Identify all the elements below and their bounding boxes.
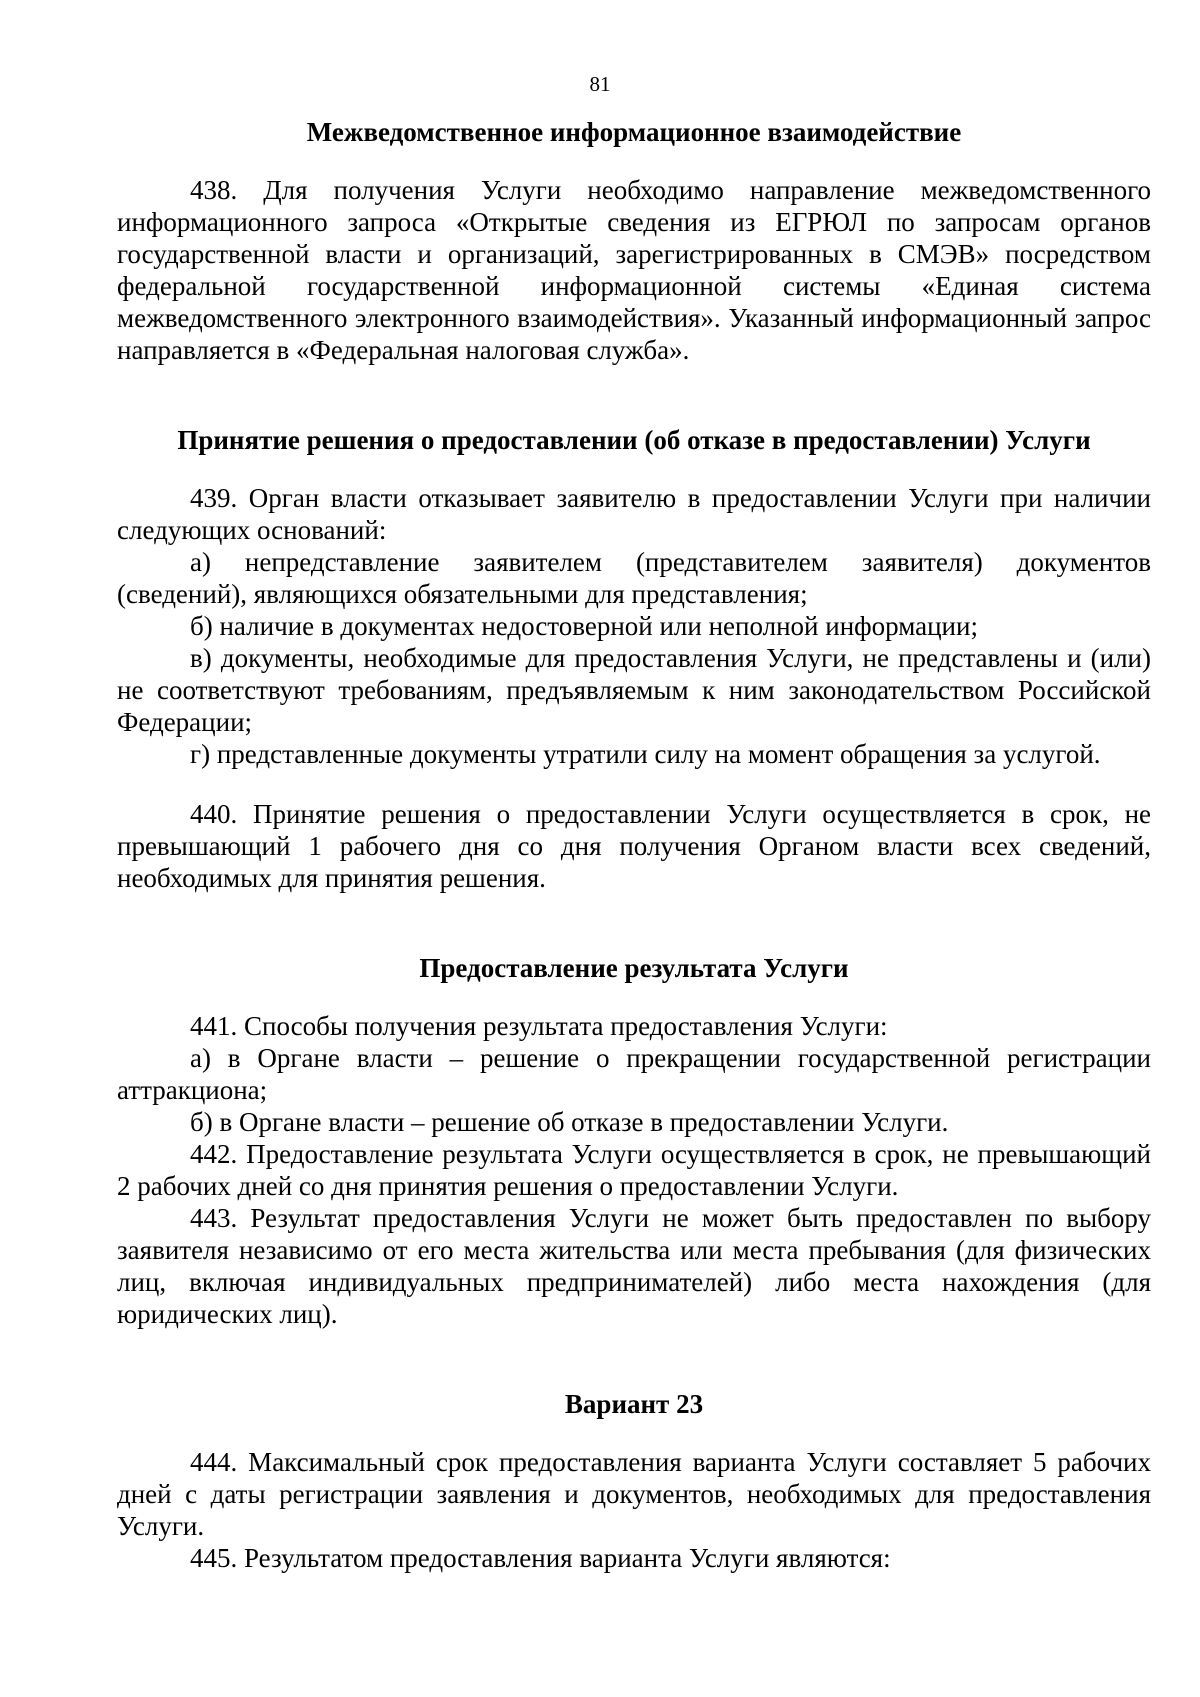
paragraph-439-d: г) представленные документы утратили силу на момент обращения за услугой. [190, 739, 1101, 769]
paragraph-444: 444. Максимальный срок предоставления варианта Услуги составляет 5 рабочих дней с даты регистрации заявления и документов, необходимых для предоставления Услуги. [117, 1447, 1151, 1541]
spacer [117, 456, 1151, 482]
paragraph-439-c: в) документы, необходимые для предоставления Услуги, не представлены и (или) не соответствуют требованиям, предъявляемым к ним законодательством Российской Федерации; [117, 643, 1151, 737]
paragraph-442: 442. Предоставление результата Услуги осуществляется в срок, не превышающий 2 рабочих дней со дня принятия решения о предоставлении Услуги. [117, 1139, 1151, 1201]
spacer [117, 770, 1151, 798]
paragraph-438: 438. Для получения Услуги необходимо направление межведомственного информационного запроса «Открытые сведения из ЕГРЮЛ по запросам органов государственной власти и организаций, зарегистрированных в СМЭВ» посредством федеральной государственной информационной системы «Единая система межведомственного электронного взаимодействия». Указанный информационный запрос направляется в «Федеральная налоговая служба». [117, 175, 1151, 365]
paragraph-441: 441. Способы получения результата предоставления Услуги: [190, 1011, 888, 1041]
paragraph-441-b: б) в Органе власти – решение об отказе в предоставлении Услуги. [190, 1107, 949, 1137]
spacer [117, 366, 1151, 424]
spacer [117, 894, 1151, 952]
paragraph-445: 445. Результатом предоставления варианта Услуги являются: [190, 1543, 891, 1573]
spacer [117, 1330, 1151, 1388]
section-title-decision: Принятие решения о предоставлении (об отказе в предоставлении) Услуги [177, 425, 1091, 455]
paragraph-439-b: б) наличие в документах недостоверной или неполной информации; [190, 611, 978, 641]
page-number: 81 [589, 72, 611, 96]
paragraph-440: 440. Принятие решения о предоставлении Услуги осуществляется в срок, не превышающий 1 рабочего дня со дня получения Органом власти всех сведений, необходимых для принятия решения. [117, 799, 1151, 893]
spacer [117, 984, 1151, 1010]
paragraph-441-a: а) в Органе власти – решение о прекращении государственной регистрации аттракциона; [117, 1043, 1151, 1105]
paragraph-439: 439. Орган власти отказывает заявителю в предоставлении Услуги при наличии следующих оснований: [117, 483, 1151, 545]
section-title-variant-23: Вариант 23 [564, 1389, 704, 1419]
paragraph-439-a: а) непредставление заявителем (представителем заявителя) документов (сведений), являющихся обязательными для представления; [117, 547, 1151, 609]
document-body [117, 116, 1151, 1574]
paragraph-443: 443. Результат предоставления Услуги не может быть предоставлен по выбору заявителя независимо от его места жительства или места пребывания (для физических лиц, включая индивидуальных предпринимателей) либо места нахождения (для юридических лиц). [117, 1203, 1151, 1329]
section-title-interagency: Межведомственное информационное взаимодействие [306, 117, 962, 147]
spacer [117, 1420, 1151, 1446]
section-title-result: Предоставление результата Услуги [419, 953, 849, 983]
